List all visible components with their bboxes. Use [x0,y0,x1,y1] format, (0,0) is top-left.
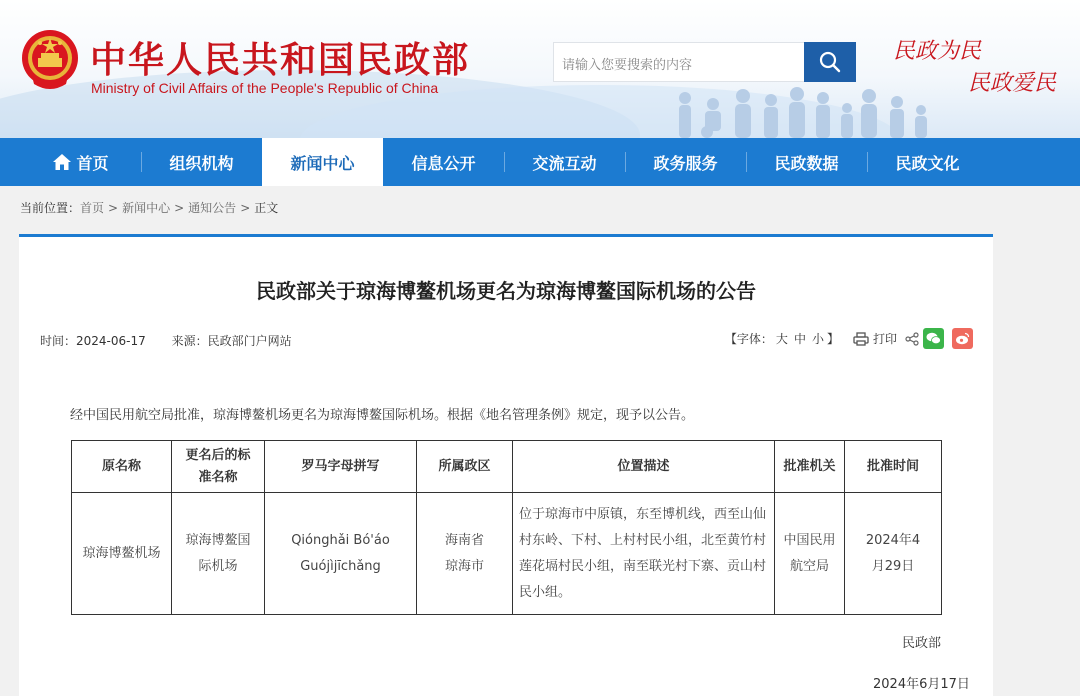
print-label: 打印 [872,332,897,346]
breadcrumb-current: 正文 [254,201,279,215]
article-source: 来源：民政部门户网站 [171,334,292,348]
table-header-cell: 批准机关 [775,441,845,493]
table-cell: 琼海博鳌国际机场 [172,493,265,615]
home-icon [52,153,72,171]
article-meta [40,332,292,349]
nav-item-civil-culture[interactable]: 民政文化 [895,153,960,173]
table-cell: 2024年4月29日 [845,493,942,615]
article-intro: 经中国民用航空局批准，琼海博鳌机场更名为琼海博鳌国际机场。根据《地名管理条例》规定，现予以公告。 [70,408,695,423]
name-change-table [71,440,942,615]
weibo-share-button[interactable] [952,328,973,349]
slogan-line1: 民政为民 [893,39,982,64]
font-size-suffix: 】 [826,332,839,346]
font-size-prefix: 【字体： [724,332,773,346]
table-header-cell: 位置描述 [513,441,775,493]
breadcrumb-prefix: 当前位置： [20,201,81,215]
site-name-cn[interactable]: 中华人民共和国民政部 [90,40,471,81]
font-size-large[interactable]: 大 [775,332,788,346]
table-cell: 位于琼海市中原镇，东至博机线，西至山仙村东岭、下村、上村村民小组，北至黄竹村莲花塥村民小组，南至联光村下寨、贡山村民小组。 [513,493,775,615]
breadcrumb-separator: > [108,201,119,215]
table-cell: 琼海博鳌机场 [72,493,172,615]
nav-item-info-disclosure[interactable]: 信息公开 [411,153,476,173]
article-card [19,234,993,696]
nav-item-civil-data[interactable]: 民政数据 [774,153,839,173]
table-header-cell: 原名称 [72,441,172,493]
table-header-cell: 更名后的标准名称 [172,441,265,493]
wechat-icon [926,332,941,345]
slogan-line2: 民政爱民 [968,71,1057,96]
printer-icon [853,332,869,346]
article-signature: 民政部 [902,636,942,651]
breadcrumb-news-center[interactable]: 新闻中心 [122,201,171,215]
weibo-icon [955,332,970,345]
search-button[interactable] [804,42,856,82]
table-cell: Qiónghǎi Bó'áo Guójìjīchǎng [265,493,417,615]
table-header-row [72,441,942,493]
nav-item-interaction[interactable]: 交流互动 [532,153,597,173]
print-button[interactable] [853,330,897,347]
share-icon[interactable] [905,332,919,346]
table-cell: 中国民用航空局 [775,493,845,615]
publish-time: 时间：2024-06-17 [40,334,146,348]
breadcrumb-separator: > [174,201,185,215]
table-header-cell: 所属政区 [417,441,513,493]
breadcrumb-separator: > [240,201,251,215]
people-silhouette-decoration [675,84,935,138]
site-name-en: Ministry of Civil Affairs of the People's Republic of China [91,80,439,96]
article-tools [725,328,973,349]
nav-item-organization[interactable]: 组织机构 [169,153,234,173]
article-title: 民政部关于琼海博鳌机场更名为琼海博鳌国际机场的公告 [256,279,756,303]
search-icon [819,51,841,73]
main-navigation [0,138,1080,186]
nav-item-home[interactable] [20,138,141,186]
wechat-share-button[interactable] [923,328,944,349]
site-header [0,0,1080,138]
breadcrumb-home[interactable]: 首页 [80,201,105,215]
table-header-cell: 批准时间 [845,441,942,493]
search-input[interactable]: 请输入您要搜索的内容 [553,42,805,82]
breadcrumb-notices[interactable]: 通知公告 [188,201,237,215]
nav-item-government-services[interactable]: 政务服务 [653,153,718,173]
nav-label: 首页 [76,153,109,173]
table-row [72,493,942,615]
table-cell: 海南省琼海市 [417,493,513,615]
table-header-cell: 罗马字母拼写 [265,441,417,493]
nav-item-news-center[interactable]: 新闻中心 [262,138,383,186]
breadcrumb [20,199,278,216]
font-size-medium[interactable]: 中 [793,332,806,346]
article-date: 2024年6月17日 [873,677,970,692]
national-emblem-icon[interactable] [18,28,82,94]
font-size-small[interactable]: 小 [811,332,824,346]
